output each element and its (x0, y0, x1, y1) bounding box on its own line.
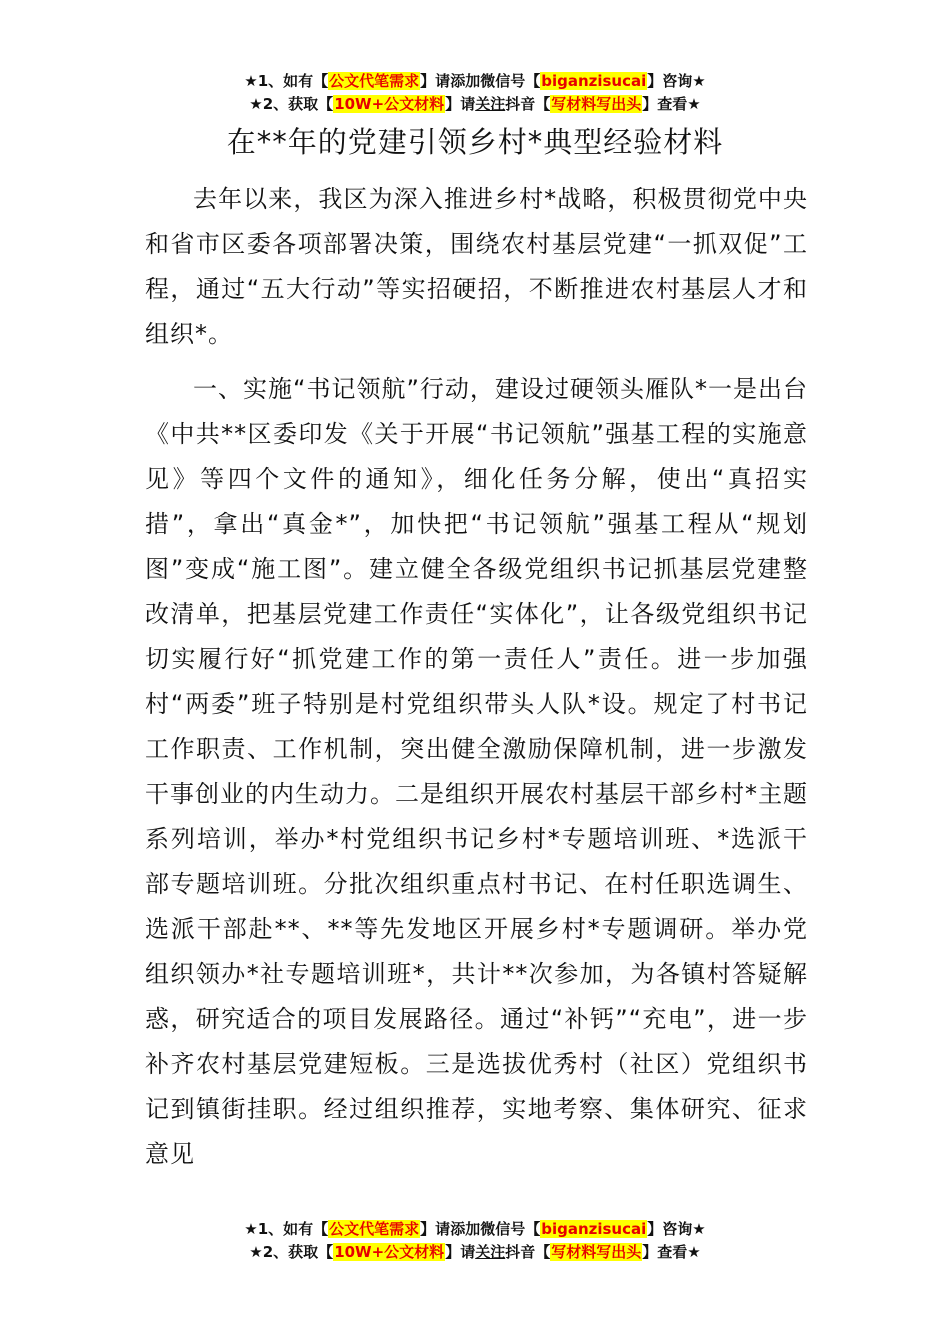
promo-text: 】查看★ (642, 1243, 701, 1261)
promo-text: 】查看★ (642, 95, 701, 113)
promo-text: 】咨询★ (647, 72, 706, 90)
promo-text: 】咨询★ (647, 1220, 706, 1238)
header-promo-banner (0, 70, 950, 116)
promo-highlight: 公文代笔需求 (329, 1220, 420, 1238)
paragraph: 去年以来，我区为深入推进乡村*战略，积极贯彻党中央和省市区委各项部署决策，围绕农村基层党建“一抓双促”工程，通过“五大行动”等实招硬招，不断推进农村基层人才和组织*。 (145, 185, 808, 348)
promo-highlight: 10W+公文材料 (334, 1243, 445, 1261)
footer-promo-banner (0, 1218, 950, 1264)
promo-highlight: biganzisucai (541, 1220, 647, 1238)
paragraph: 一、实施“书记领航”行动，建设过硬领头雁队*一是出台《中共**区委印发《关于开展“书记领航”强基工程的实施意见》等四个文件的通知》，细化任务分解，使出“真招实措”，拿出“真金*”，加快把“书记领航”强基工程从“规划图”变成“施工图”。建立健全各级党组织书记抓基层党建整改清单，把基层党建工作责任“实体化”，让各级党组织书记切实履行好“抓党建工作的第一责任人”责任。进一步加强村“两委”班子特别是村党组织带头人队*设。规定了村书记工作职责、工作机制，突出健全激励保障机制，进一步激发干事创业的内生动力。二是组织开展农村基层干部乡村*主题系列培训，举办*村党组织书记乡村*专题培训班、*选派干部专题培训班。分批次组织重点村书记、在村任职选调生、选派干部赴**、**等先发地区开展乡村*专题调研。举办党组织领办*社专题培训班*，共计**次参加，为各镇村答疑解惑，研究适合的项目发展路径。通过“补钙”“充电”，进一步补齐农村基层党建短板。三是选拔优秀村（社区）党组织书记到镇街挂职。经过组织推荐，实地考察、集体研究、征求意见 (145, 375, 808, 1168)
promo-line-1 (0, 70, 950, 93)
promo-text: 微信号【 (480, 1220, 541, 1238)
promo-text: ★1、如有【 (244, 72, 329, 90)
promo-highlight: 写材料写出头 (551, 1243, 642, 1261)
promo-highlight: 公文代笔需求 (329, 72, 420, 90)
promo-highlight: 10W+公文材料 (334, 95, 445, 113)
promo-text: 】请 (445, 95, 476, 113)
promo-highlight: biganzisucai (541, 72, 647, 90)
promo-emphasis: 添加 (450, 1220, 481, 1238)
promo-text: ★2、获取【 (249, 95, 334, 113)
promo-line-1 (0, 1218, 950, 1241)
promo-line-2 (0, 93, 950, 116)
promo-text: 】请 (420, 72, 451, 90)
promo-text: 抖音【 (505, 1243, 551, 1261)
promo-emphasis: 添加 (450, 72, 481, 90)
document-title: 在**年的党建引领乡村*典型经验材料 (226, 125, 724, 159)
promo-text: 微信号【 (480, 72, 541, 90)
promo-text: ★2、获取【 (249, 1243, 334, 1261)
document-body (145, 177, 808, 1177)
promo-line-2 (0, 1241, 950, 1264)
promo-text: ★1、如有【 (244, 1220, 329, 1238)
promo-text: 抖音【 (505, 95, 551, 113)
promo-emphasis: 关注 (475, 95, 506, 113)
promo-highlight: 写材料写出头 (551, 95, 642, 113)
promo-emphasis: 关注 (475, 1243, 506, 1261)
promo-text: 】请 (445, 1243, 476, 1261)
promo-text: 】请 (420, 1220, 451, 1238)
